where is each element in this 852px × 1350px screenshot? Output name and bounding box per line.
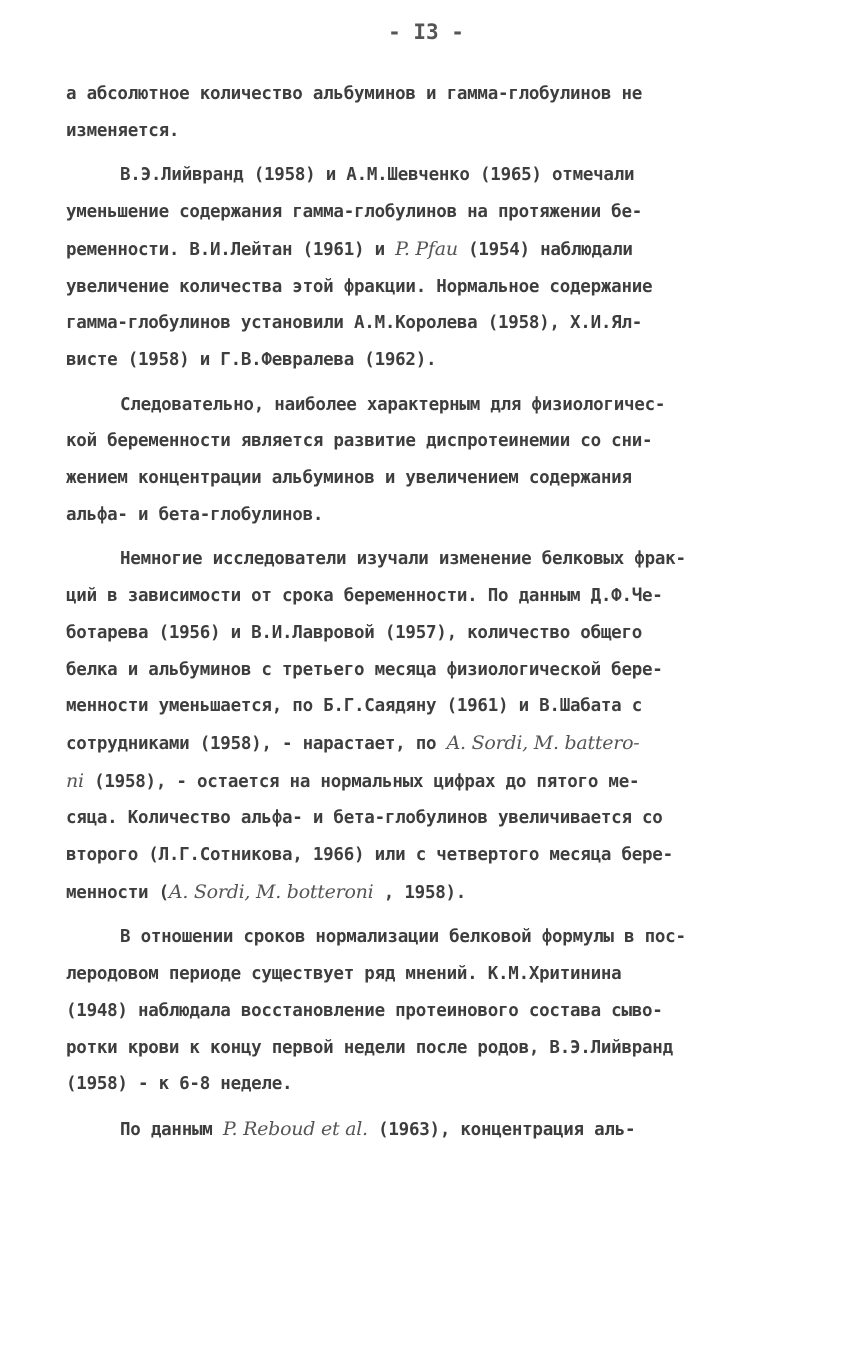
- text-line: ций в зависимости от срока беременности. По данным Д.Ф.Че-: [66, 586, 663, 607]
- text-line: менности (A. Sordi, M. botteroni , 1958).: [66, 880, 467, 903]
- paragraph: [66, 387, 790, 534]
- text-line: (1958) - к 6-8 неделе.: [66, 1074, 293, 1095]
- paragraph: [66, 1111, 790, 1149]
- handwritten-name: P. Reboud et al.: [222, 1117, 368, 1140]
- text-line: ременности. В.И.Лейтан (1961) и P. Pfau (1954) наблюдали: [66, 237, 633, 260]
- text-line: гамма-глобулинов установили А.М.Королева (1958), Х.И.Ял-: [66, 313, 643, 334]
- text-line: (1948) наблюдала восстановление протеинового состава сыво-: [66, 1000, 663, 1021]
- handwritten-name: P. Pfau: [395, 237, 458, 260]
- paragraph: [66, 919, 790, 1103]
- handwritten-name: A. Sordi, M. botteroni: [168, 880, 374, 903]
- paragraph: [66, 157, 790, 378]
- text-line: ботарева (1956) и В.И.Лавровой (1957), количество общего: [66, 622, 643, 643]
- text-line: В.Э.Лийвранд (1958) и А.М.Шевченко (1965) отмечали: [120, 165, 635, 186]
- text-line: второго (Л.Г.Сотникова, 1966) или с четвертого месяца бере-: [66, 845, 673, 866]
- text-line: сяца. Количество альфа- и бета-глобулинов увеличивается со: [66, 808, 663, 829]
- text-line: ni (1958), - остается на нормальных цифрах до пятого ме-: [66, 769, 640, 792]
- text-line: жением концентрации альбуминов и увеличением содержания: [66, 468, 632, 489]
- paragraph: [66, 76, 790, 149]
- text-line: По данным P. Reboud et al. (1963), концентрация аль-: [120, 1117, 636, 1140]
- text-line: альфа- и бета-глобулинов.: [66, 504, 324, 525]
- text-line: сотрудниками (1958), - нарастает, по A. Sordi, M. battero-: [66, 731, 640, 754]
- text-line: а абсолютное количество альбуминов и гамма-глобулинов не: [66, 84, 643, 104]
- text-line: менности уменьшается, по Б.Г.Саядяну (1961) и В.Шабата с: [66, 696, 643, 717]
- text-line: изменяется.: [66, 120, 180, 141]
- handwritten-name: A. Sordi, M. battero-: [446, 731, 640, 754]
- handwritten-name: ni: [66, 769, 84, 792]
- text-line: висте (1958) и Г.В.Февралева (1962).: [66, 349, 437, 370]
- text-line: леродовом периоде существует ряд мнений. К.М.Хритинина: [66, 964, 622, 985]
- document-body: [66, 76, 790, 1157]
- text-line: белка и альбуминов с третьего месяца физиологической бере-: [66, 659, 663, 680]
- paragraph: [66, 541, 790, 911]
- text-line: увеличение количества этой фракции. Нормальное содержание: [66, 276, 653, 297]
- text-line: Немногие исследователи изучали изменение белковых фрак-: [120, 549, 686, 570]
- text-line: кой беременности является развитие диспротеинемии со сни-: [66, 431, 653, 452]
- text-line: В отношении сроков нормализации белковой формулы в пос-: [120, 927, 686, 948]
- text-line: Следовательно, наиболее характерным для физиологичес-: [120, 394, 666, 415]
- text-line: ротки крови к концу первой недели после родов, В.Э.Лийвранд: [66, 1037, 673, 1058]
- page-number: - I3 -: [388, 20, 464, 44]
- text-line: уменьшение содержания гамма-глобулинов на протяжении бе-: [66, 202, 643, 223]
